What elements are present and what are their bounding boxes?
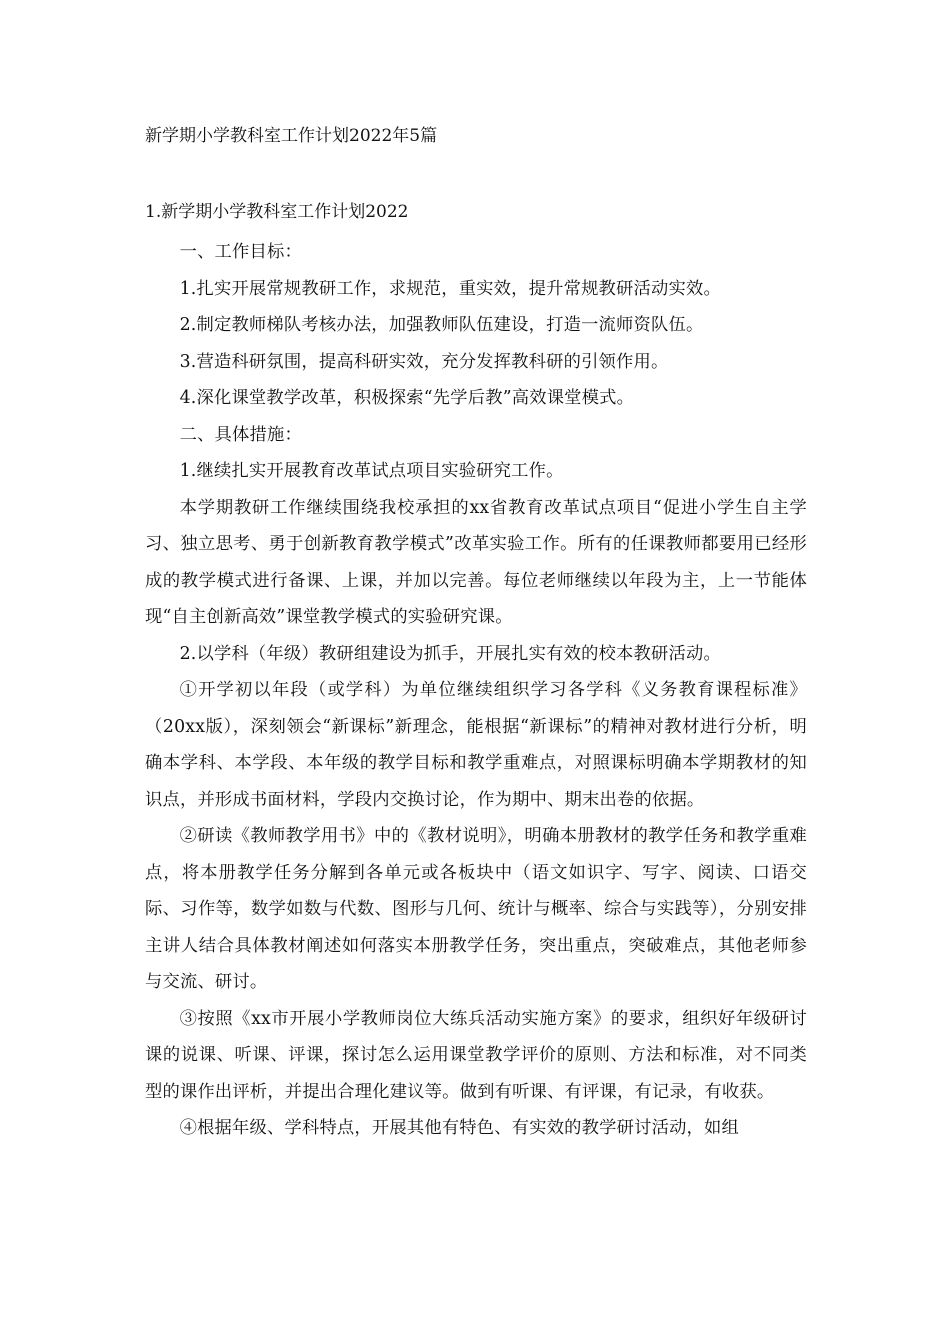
paragraph-item-3: ③按照《xx市开展小学教师岗位大练兵活动实施方案》的要求，组织好年级研讨课的说课、听课、评课，探讨怎么运用课堂教学评价的原则、方法和标准，对不同类型的课作出评析，并提出合理化建议等。做到有听课、有评课，有记录，有收获。	[145, 1008, 807, 1102]
document-title: 新学期小学教科室工作计划2022年5篇	[145, 126, 438, 146]
document-body	[145, 234, 807, 1147]
paragraph-measures-heading: 二、具体措施：	[179, 424, 302, 445]
paragraph-goal-1: 1.扎实开展常规教研工作，求规范，重实效，提升常规教研活动实效。	[179, 278, 721, 299]
section-title: 1.新学期小学教科室工作计划2022	[145, 202, 409, 222]
paragraph-goal-3: 3.营造科研氛围，提高科研实效，充分发挥教科研的引领作用。	[179, 351, 669, 372]
paragraph-measure-1-detail: 本学期教研工作继续围绕我校承担的xx省教育改革试点项目“促进小学生自主学习、独立思考、勇于创新教育教学模式”改革实验工作。所有的任课教师都要用已经形成的教学模式进行备课、上课，并加以完善。每位老师继续以年段为主，上一节能体现“自主创新高效”课堂教学模式的实验研究课。	[145, 497, 807, 627]
paragraph-item-2: ②研读《教师教学用书》中的《教材说明》，明确本册教材的教学任务和教学重难点，将本册教学任务分解到各单元或各板块中（语文如识字、写字、阅读、口语交际、习作等，数学如数与代数、图形与几何、统计与概率、综合与实践等），分别安排主讲人结合具体教材阐述如何落实本册教学任务，突出重点，突破难点，其他老师参与交流、研讨。	[145, 826, 807, 992]
paragraph-measure-1: 1.继续扎实开展教育改革试点项目实验研究工作。	[179, 461, 564, 481]
paragraph-measure-2: 2.以学科（年级）教研组建设为抓手，开展扎实有效的校本教研活动。	[179, 643, 721, 664]
paragraph-item-4: ④根据年级、学科特点，开展其他有特色、有实效的教学研讨活动，如组	[179, 1118, 739, 1138]
paragraph-item-1: ①开学初以年段（或学科）为单位继续组织学习各学科《义务教育课程标准》（20xx版），深刻领会“新课标”新理念，能根据“新课标”的精神对教材进行分析，明确本学科、本学段、本年级的教学目标和教学重难点，对照课标明确本学期教材的知识点，并形成书面材料，学段内交换讨论，作为期中、期末出卷的依据。	[145, 680, 807, 810]
paragraph-goal-4: 4.深化课堂教学改革，积极探索“先学后教”高效课堂模式。	[179, 388, 635, 408]
paragraph-goals-heading: 一、工作目标：	[179, 242, 302, 262]
paragraph-goal-2: 2.制定教师梯队考核办法，加强教师队伍建设，打造一流师资队伍。	[179, 315, 704, 335]
